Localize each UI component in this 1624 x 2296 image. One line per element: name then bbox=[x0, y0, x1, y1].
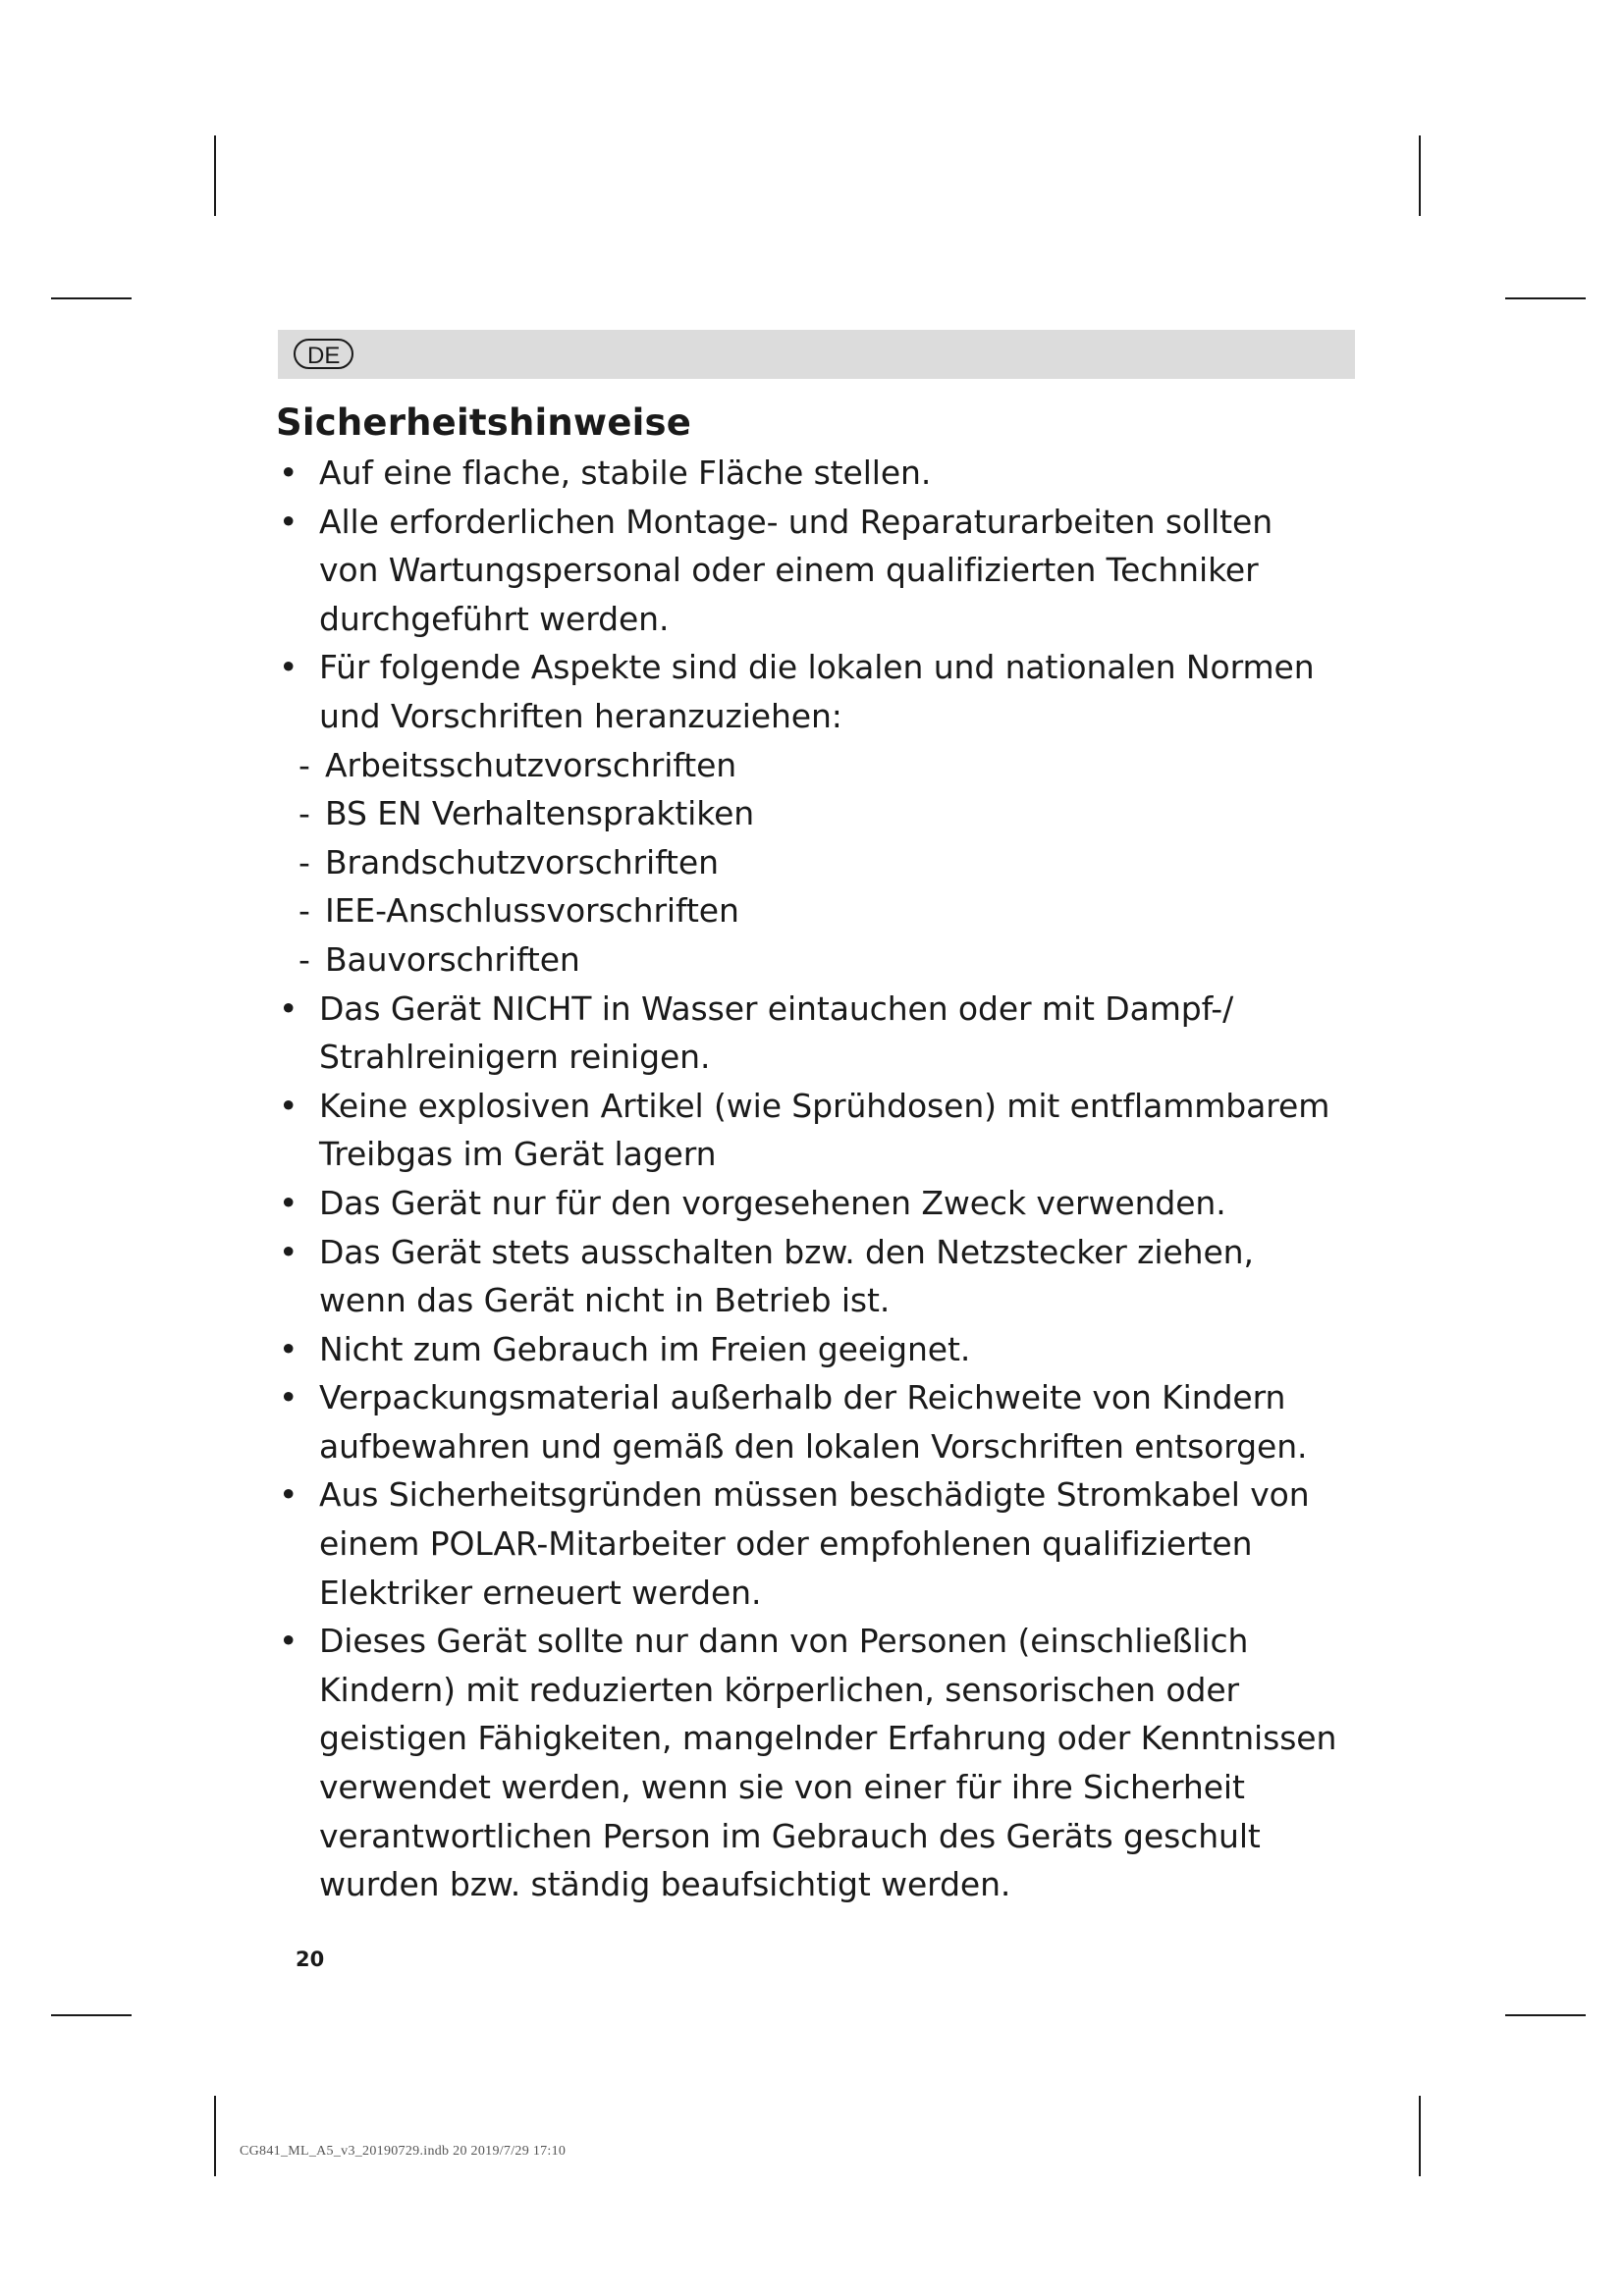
bullet-item bbox=[276, 1228, 1385, 1325]
text-line: Arbeitsschutzvorschriften bbox=[325, 745, 737, 784]
crop-mark-bottom-left bbox=[214, 2096, 216, 2176]
bullet-item bbox=[276, 985, 1385, 1082]
text-line: Das Gerät nur für den vorgesehenen Zweck verwenden. bbox=[319, 1183, 1226, 1222]
text-line: Keine explosiven Artikel (wie Sprühdosen) mit entflammbarem bbox=[319, 1086, 1330, 1125]
sub-list-item bbox=[276, 838, 1385, 887]
language-badge: DE bbox=[294, 339, 353, 369]
text-line: Auf eine flache, stabile Fläche stellen. bbox=[319, 454, 932, 492]
dash-marker: - bbox=[298, 939, 310, 979]
text-line: Verpackungsmaterial außerhalb der Reichweite von Kindern bbox=[319, 1378, 1286, 1417]
text-line: Das Gerät stets ausschalten bzw. den Netzstecker ziehen, bbox=[319, 1232, 1254, 1271]
text-line: Strahlreinigern reinigen. bbox=[319, 1038, 711, 1077]
bullet-marker: • bbox=[279, 1183, 298, 1222]
bullet-marker: • bbox=[279, 1622, 298, 1661]
text-line: durchgeführt werden. bbox=[319, 599, 670, 638]
sub-list-item bbox=[276, 741, 1385, 790]
bullet-item bbox=[276, 643, 1385, 740]
text-line: Nicht zum Gebrauch im Freien geeignet. bbox=[319, 1329, 971, 1368]
crop-mark-top-right bbox=[1419, 135, 1421, 216]
text-line: Bauvorschriften bbox=[325, 939, 580, 979]
bullet-item bbox=[276, 449, 1385, 498]
text-line: Elektriker erneuert werden. bbox=[319, 1573, 762, 1612]
text-line: Alle erforderlichen Montage- und Reparaturarbeiten sollten bbox=[319, 502, 1273, 541]
sub-list-item bbox=[276, 935, 1385, 985]
crop-mark-upper-right bbox=[1505, 297, 1586, 299]
text-line: Kindern) mit reduzierten körperlichen, sensorischen oder bbox=[319, 1670, 1239, 1709]
text-line: einem POLAR-Mitarbeiter oder empfohlenen qualifizierten bbox=[319, 1524, 1253, 1564]
text-line: Treibgas im Gerät lagern bbox=[319, 1135, 717, 1174]
section-title: Sicherheitshinweise bbox=[276, 401, 692, 444]
text-line: aufbewahren und gemäß den lokalen Vorschriften entsorgen. bbox=[319, 1426, 1308, 1466]
bullet-item bbox=[276, 1470, 1385, 1617]
dash-marker: - bbox=[298, 745, 310, 784]
text-line: geistigen Fähigkeiten, mangelnder Erfahrung oder Kenntnissen bbox=[319, 1719, 1337, 1758]
text-line: IEE-Anschlussvorschriften bbox=[325, 891, 739, 931]
crop-mark-lower-right bbox=[1505, 2014, 1586, 2016]
crop-mark-bottom-right bbox=[1419, 2096, 1421, 2176]
dash-marker: - bbox=[298, 794, 310, 833]
bullet-item bbox=[276, 498, 1385, 644]
crop-mark-top-left bbox=[214, 135, 216, 216]
print-slug: CG841_ML_A5_v3_20190729.indb 20 2019/7/29 17:10 bbox=[240, 2144, 567, 2159]
bullet-item bbox=[276, 1179, 1385, 1228]
safety-instructions-list bbox=[276, 449, 1385, 1909]
crop-mark-upper-left bbox=[51, 297, 132, 299]
bullet-item bbox=[276, 1325, 1385, 1374]
text-line: wurden bzw. ständig beaufsichtigt werden. bbox=[319, 1865, 1011, 1904]
bullet-item bbox=[276, 1082, 1385, 1179]
language-header-bar bbox=[278, 330, 1355, 379]
text-line: und Vorschriften heranzuziehen: bbox=[319, 696, 842, 735]
page-number: 20 bbox=[296, 1948, 325, 1971]
bullet-marker: • bbox=[279, 648, 298, 687]
text-line: von Wartungspersonal oder einem qualifizierten Techniker bbox=[319, 551, 1259, 590]
dash-marker: - bbox=[298, 842, 310, 881]
text-line: verwendet werden, wenn sie von einer für ihre Sicherheit bbox=[319, 1768, 1245, 1807]
bullet-marker: • bbox=[279, 454, 298, 492]
bullet-marker: • bbox=[279, 1475, 298, 1515]
sub-list-item bbox=[276, 789, 1385, 838]
bullet-marker: • bbox=[279, 1232, 298, 1271]
bullet-item bbox=[276, 1617, 1385, 1909]
crop-mark-lower-left bbox=[51, 2014, 132, 2016]
bullet-marker: • bbox=[279, 1086, 298, 1125]
bullet-marker: • bbox=[279, 1378, 298, 1417]
bullet-marker: • bbox=[279, 502, 298, 541]
text-line: Aus Sicherheitsgründen müssen beschädigte Stromkabel von bbox=[319, 1475, 1310, 1515]
dash-marker: - bbox=[298, 891, 310, 931]
text-line: Das Gerät NICHT in Wasser eintauchen oder mit Dampf-/ bbox=[319, 988, 1234, 1028]
bullet-marker: • bbox=[279, 1329, 298, 1368]
bullet-item bbox=[276, 1373, 1385, 1470]
text-line: BS EN Verhaltenspraktiken bbox=[325, 794, 755, 833]
bullet-marker: • bbox=[279, 988, 298, 1028]
text-line: Für folgende Aspekte sind die lokalen und nationalen Normen bbox=[319, 648, 1315, 687]
text-line: verantwortlichen Person im Gebrauch des Geräts geschult bbox=[319, 1816, 1261, 1855]
text-line: Dieses Gerät sollte nur dann von Personen (einschließlich bbox=[319, 1622, 1249, 1661]
text-line: wenn das Gerät nicht in Betrieb ist. bbox=[319, 1281, 891, 1320]
sub-list-item bbox=[276, 886, 1385, 935]
text-line: Brandschutzvorschriften bbox=[325, 842, 719, 881]
